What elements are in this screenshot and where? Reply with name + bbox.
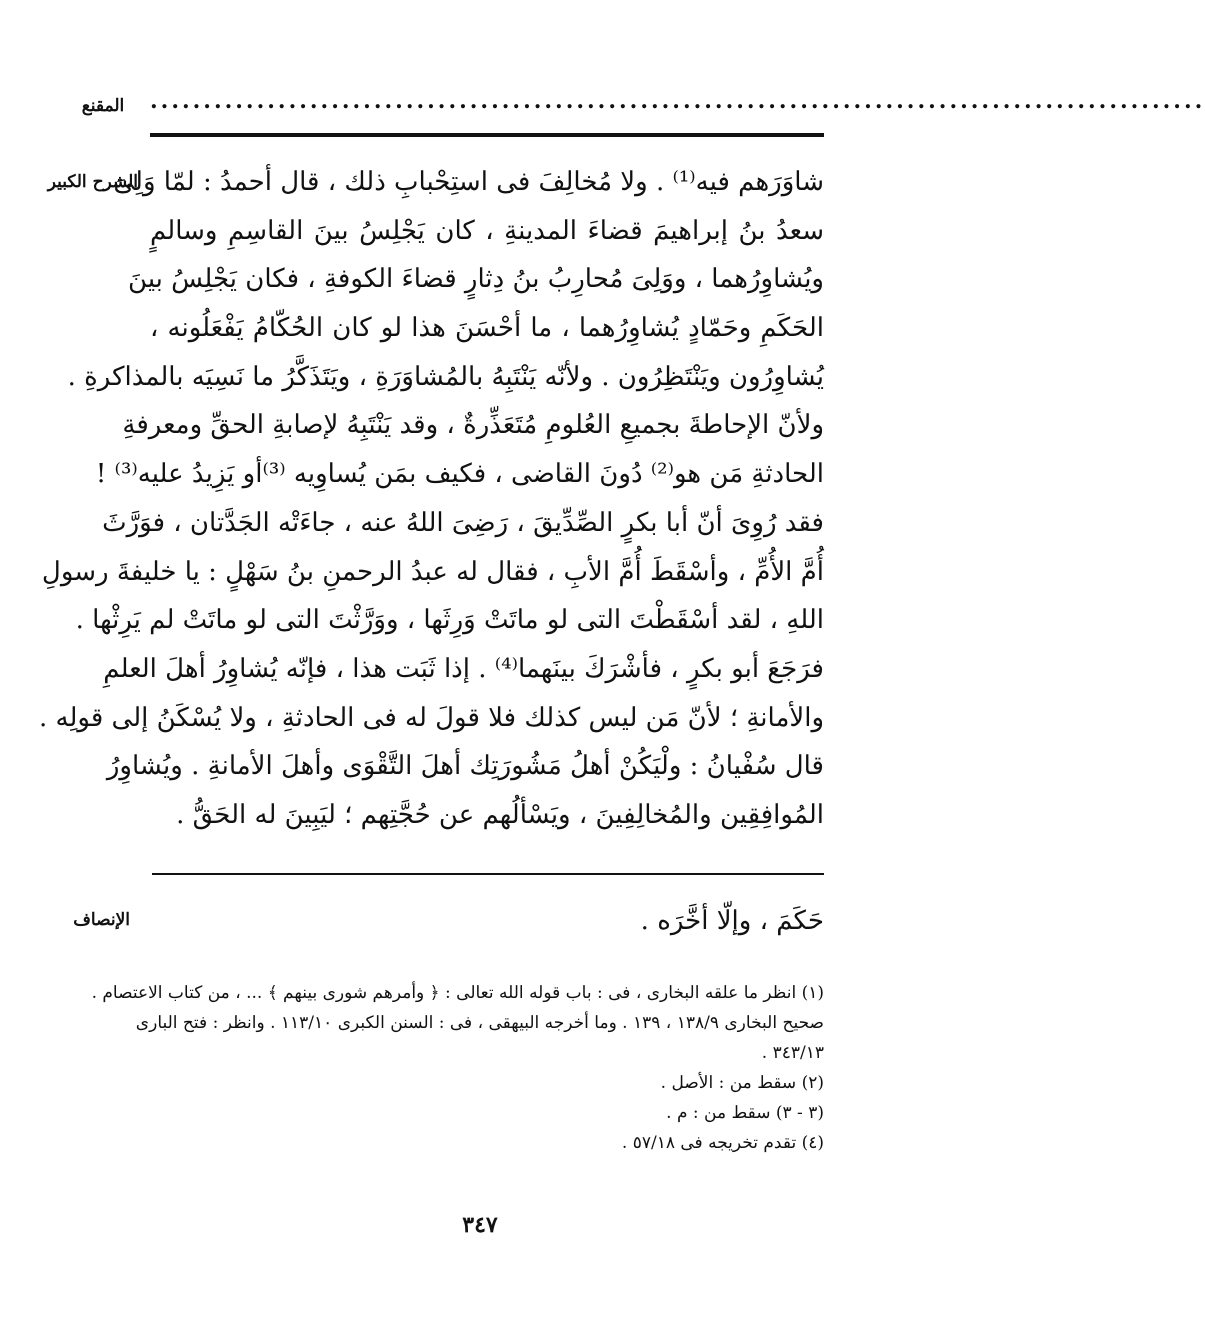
body-line: شاوَرَهم فيه⁽¹⁾ . ولا مُخالِفَ فى استِحْبابِ ذلك ، قال أحمدُ : لمّا وَلِىَ	[113, 167, 824, 197]
footnotes	[91, 978, 824, 1158]
body-line: المُوافِقِين والمُخالِفِينَ ، ويَسْألُهم عن حُجَّتِهم ؛ ليَبِينَ له الحَقُّ .	[176, 799, 824, 830]
header-dotted-leader: ...................................................................................................	[150, 88, 1205, 114]
header-rule	[150, 133, 824, 137]
sidebar-label-sharh: الشرح الكبير	[47, 172, 138, 192]
body-line: ويُشاوِرُهما ، ووَلِىَ مُحارِبُ بنُ دِثارٍ قضاءَ الكوفةِ ، فكان يَجْلِسُ بينَ	[128, 264, 824, 295]
body-line: أُمَّ الأُمِّ ، وأسْقَطَ أُمَّ الأبِ ، فقال له عبدُ الرحمنِ بنُ سَهْلٍ : يا خليفةَ رسولِ	[41, 556, 824, 587]
body-line: يُشاوِرُون ويَنْتَظِرُون . ولأنّه يَنْتَبِهُ بالمُشاوَرَةِ ، ويَتَذَكَّرُ ما نَسِيَه بالمذاكرةِ .	[67, 361, 824, 392]
footnote-line: صحيح البخارى ١٣٨/٩ ، ١٣٩ . وما أخرجه البيهقى ، فى : السنن الكبرى ١١٣/١٠ . وانظر : فتح البارى	[135, 1013, 824, 1033]
body-line: اللهِ ، لقد أسْقَطْتَ التى لو ماتَتْ وَرِثَها ، ووَرَّثْتَ التى لو ماتَتْ لم يَرِثْها .	[75, 605, 824, 636]
body-line: سعدُ بنُ إبراهيمَ قضاءَ المدينةِ ، كان يَجْلِسُ بينَ القاسِمِ وسالمٍ	[150, 215, 824, 246]
footnote-line: ٣٤٣/١٣ .	[761, 1043, 824, 1063]
footnote-line: (٤) تقدم تخريجه فى ٥٧/١٨ .	[621, 1133, 824, 1153]
body-line: الحَكَمِ وحَمّادٍ يُشاوِرُهما ، ما أحْسَنَ هذا لو كان الحُكّامُ يَفْعَلُونه ،	[150, 313, 824, 344]
body-line: قال سُفْيانُ : ولْيَكُنْ أهلُ مَشُورَتِك أهلَ التَّقْوَى وأهلَ الأمانةِ . ويُشاوِرُ	[106, 751, 824, 782]
header-book-title: المقنع	[81, 96, 125, 116]
footnote-line: (١) انظر ما علقه البخارى ، فى : باب قوله الله تعالى : ﴿ وأمرهم شورى بينهم ﴾ ... ، من كتاب الاعتصام .	[91, 983, 824, 1003]
body-line: الحادثةِ مَن هو⁽²⁾ دُونَ القاضى ، فكيف بمَن يُساوِيه ⁽³⁾أو يَزِيدُ عليه⁽³⁾ !	[95, 459, 824, 490]
body-line: والأمانةِ ؛ لأنّ مَن ليس كذلك فلا قولَ له فى الحادثةِ ، ولا يُسْكَنُ إلى قولِه .	[39, 702, 824, 733]
body-line: ولأنّ الإحاطةَ بجميعِ العُلومِ مُتَعَذِّرةٌ ، وقد يَنْتَبِهُ لإصابةِ الحقِّ ومعرفةِ	[122, 410, 824, 441]
section-divider	[152, 873, 824, 875]
page-number: ٣٤٧	[462, 1212, 498, 1238]
footnote-line: (٢) سقط من : الأصل .	[660, 1073, 824, 1093]
body-line: فقد رُوِىَ أنّ أبا بكرٍ الصِّدِّيقَ ، رَضِىَ اللهُ عنه ، جاءَتْه الجَدَّتان ، فوَرَّثَ	[102, 507, 824, 538]
footnote-line: (٣ - ٣) سقط من : م .	[666, 1103, 824, 1123]
sidebar-label-insaf: الإنصاف	[73, 910, 130, 930]
body-line: فرَجَعَ أبو بكرٍ ، فأشْرَكَ بينَهما⁽⁴⁾ . إذا ثَبَت هذا ، فإنّه يُشاوِرُ أهلَ العلمِ	[103, 653, 824, 684]
insaf-text: حَكَمَ ، وإلّا أخَّرَه .	[640, 906, 824, 936]
